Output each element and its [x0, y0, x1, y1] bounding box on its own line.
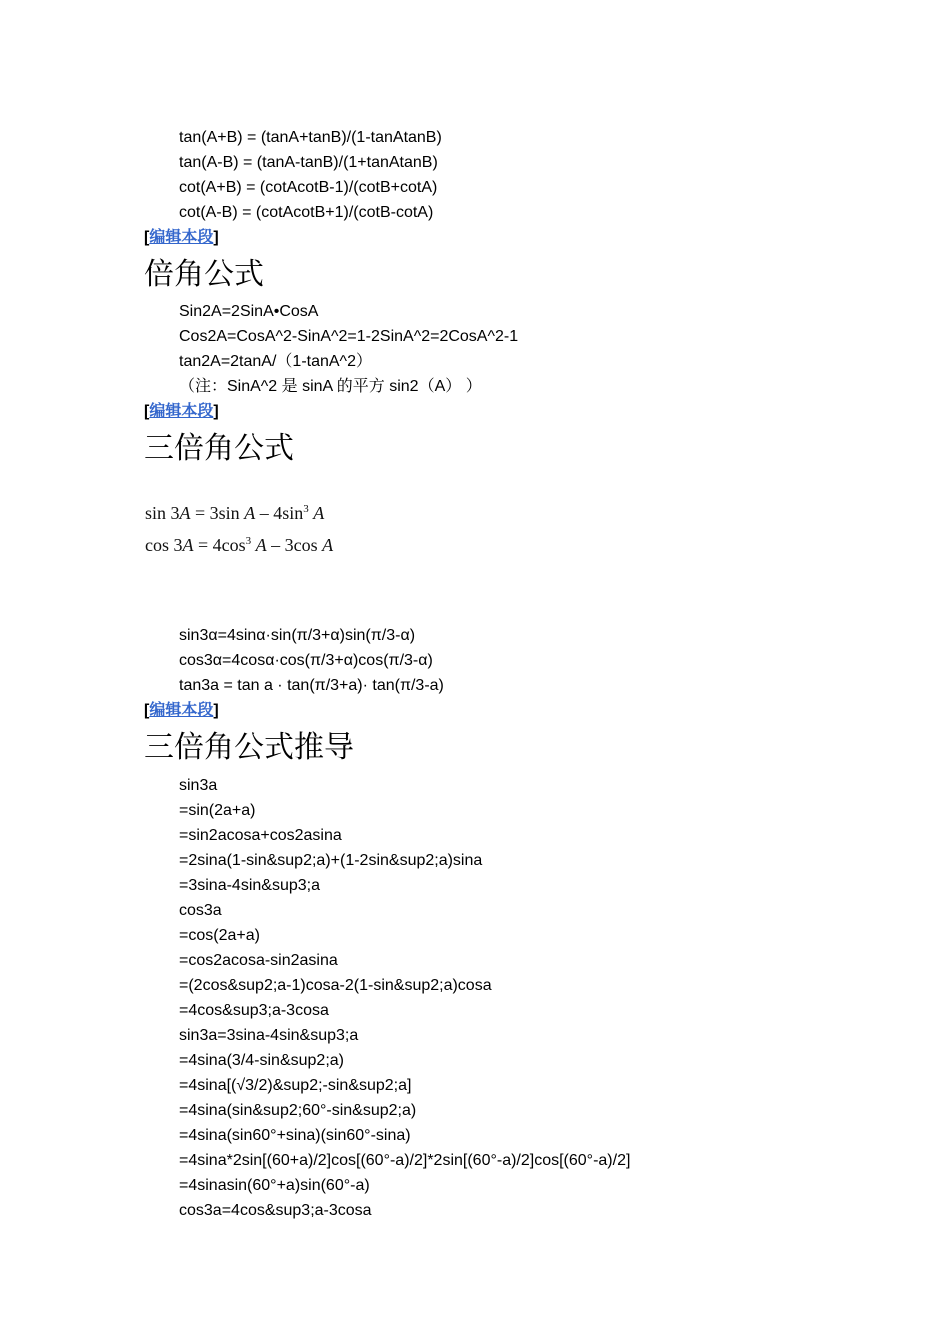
formula-line: cot(A+B) = (cotAcotB-1)/(cotB+cotA): [179, 179, 438, 196]
derivation-line: =4sina(sin&sup2;60°-sin&sup2;a): [179, 1102, 417, 1119]
edit-section-button[interactable]: 编辑本段: [149, 702, 214, 719]
bracket-close: ]: [213, 702, 219, 719]
derivation-line: =cos(2a+a): [179, 927, 260, 944]
derivation-line: =4cos&sup3;a-3cosa: [179, 1002, 329, 1019]
derivation-line: cos3a: [179, 902, 222, 919]
derivation-line: =4sina(sin60°+sina)(sin60°-sina): [179, 1127, 411, 1144]
formula-line: cot(A-B) = (cotAcotB+1)/(cotB-cotA): [179, 204, 434, 221]
bracket-open: [: [144, 702, 150, 719]
derivation-line: =sin(2a+a): [179, 802, 256, 819]
bracket-close: ]: [213, 403, 219, 420]
derivation-line: =2sina(1-sin&sup2;a)+(1-2sin&sup2;a)sina: [179, 852, 483, 869]
edit-section-button[interactable]: 编辑本段: [149, 403, 214, 420]
section-title-derivation: 三倍角公式推导: [144, 730, 354, 765]
edit-section-button[interactable]: 编辑本段: [149, 229, 214, 246]
derivation-line: =4sina(3/4-sin&sup2;a): [179, 1052, 344, 1069]
formula-line: cos3α=4cosα·cos(π/3+α)cos(π/3-α): [179, 652, 433, 669]
bracket-close: ]: [213, 229, 219, 246]
derivation-line: =4sinasin(60°+a)sin(60°-a): [179, 1177, 370, 1194]
formula-image-cos3a: $\cos 3A = 4\cos^3$ A – 3cos A: [145, 535, 334, 555]
derivation-line: cos3a=4cos&sup3;a-3cosa: [179, 1202, 372, 1219]
edit-section-link-2: [144, 402, 219, 422]
edit-section-link-1: [144, 228, 219, 248]
section-title-double-angle: 倍角公式: [144, 257, 264, 292]
derivation-line: =sin2acosa+cos2asina: [179, 827, 342, 844]
derivation-line: sin3a=3sina-4sin&sup3;a: [179, 1027, 359, 1044]
formula-image-sin3a: sin 3A = 3sin A – $4\sin^3$ A: [145, 503, 325, 523]
derivation-line: =4sina[(√3/2)&sup2;-sin&sup2;a]: [179, 1077, 412, 1094]
derivation-line: =4sina*2sin[(60+a)/2]cos[(60°-a)/2]*2sin[(60°-a)/2]cos[(60°-a)/2]: [179, 1152, 631, 1169]
formula-line: tan3a = tan a · tan(π/3+a)· tan(π/3-a): [179, 677, 444, 694]
derivation-line: =3sina-4sin&sup3;a: [179, 877, 320, 894]
formula-note: （注：SinA^2 是 sinA 的平方 sin2（A） ）: [179, 378, 482, 395]
section-title-triple-angle: 三倍角公式: [144, 431, 294, 466]
formula-line: tan(A+B) = (tanA+tanB)/(1-tanAtanB): [179, 129, 442, 146]
bracket-open: [: [144, 229, 150, 246]
derivation-line: =(2cos&sup2;a-1)cosa-2(1-sin&sup2;a)cosa: [179, 977, 492, 994]
bracket-open: [: [144, 403, 150, 420]
formula-line: tan2A=2tanA/（1-tanA^2）: [179, 353, 372, 370]
derivation-line: =cos2acosa-sin2asina: [179, 952, 338, 969]
formula-line: tan(A-B) = (tanA-tanB)/(1+tanAtanB): [179, 154, 438, 171]
formula-line: sin3α=4sinα·sin(π/3+α)sin(π/3-α): [179, 627, 416, 644]
formula-line: Sin2A=2SinA•CosA: [179, 303, 319, 320]
formula-line: Cos2A=CosA^2-SinA^2=1-2SinA^2=2CosA^2-1: [179, 328, 519, 345]
derivation-line: sin3a: [179, 777, 218, 794]
edit-section-link-3: [144, 701, 219, 721]
